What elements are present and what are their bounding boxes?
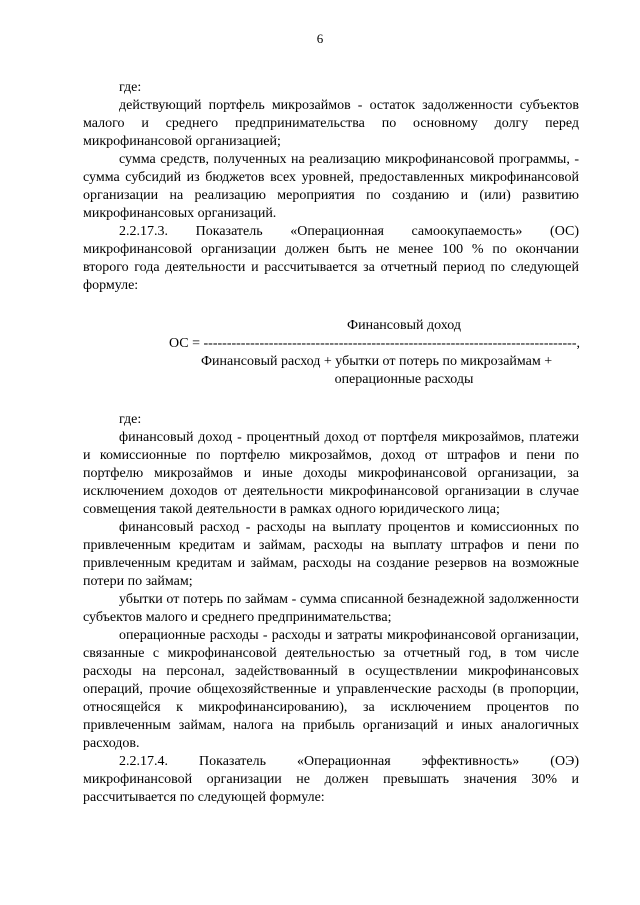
paragraph-2-2-17-3: 2.2.17.3. Показатель «Операционная самоокупаемость» (ОС) микрофинансовой организации должен быть не менее 100 % по окончании второго года деятельности и рассчитывается за отчетный период по следующей формуле: (83, 224, 579, 293)
paragraph-loan-losses: убытки от потерь по займам - сумма списанной безнадежной задолженности субъектов малого и среднего предпринимательства; (83, 592, 579, 625)
formula-lhs-fraction-line: ОС = --------------------------------------------------------------------------------, (169, 336, 580, 351)
paragraph-program-funds: сумма средств, полученных на реализацию микрофинансовой программы, - сумма субсидий из бюджетов всех уровней, предоставленных микрофинансовой организации на реализацию мероприятия по созданию и (или) развитию микрофинансовых организаций. (83, 152, 579, 221)
spacer (83, 389, 579, 411)
page-number: 6 (316, 31, 324, 46)
paragraph-active-portfolio: действующий портфель микрозаймов - остаток задолженности субъектов малого и среднего предпринимательства по основному долгу перед микрофинансовой организацией; (83, 98, 579, 149)
paragraph-financial-income: финансовый доход - процентный доход от портфеля микрозаймов, платежи и комиссионные по портфелю микрозаймов, доход от штрафов и пени по портфелю микрозаймов и иные доходы микрофинансовой организации, за исключением доходов от деятельности микрофинансовой организации в случае совмещения такой деятельности в рамках одного юридического лица; (83, 430, 579, 517)
formula-os (83, 317, 579, 389)
paragraph-where-2: где: (119, 412, 142, 427)
formula-numerator: Финансовый доход (347, 318, 461, 333)
paragraph-operating-expenses: операционные расходы - расходы и затраты микрофинансовой организации, связанные с микрофинансовой деятельностью за отчетный год, в том числе расходы на персонал, задействованный в осуществлении микрофинансовых операций, прочие общехозяйственные и управленческие расходы (в пропорции, относящейся к микрофинансированию), за исключением процентов по привлеченным займам, налога на прибыль организаций и иных аналогичных расходов. (83, 628, 579, 751)
formula-denominator-line-1: Финансовый расход + убытки от потерь по микрозаймам + (201, 354, 553, 369)
paragraph-2-2-17-4: 2.2.17.4. Показатель «Операционная эффективность» (ОЭ) микрофинансовой организации не должен превышать значения 30% и рассчитывается по следующей формуле: (83, 754, 579, 805)
paragraph-financial-expense: финансовый расход - расходы на выплату процентов и комиссионных по привлеченным кредитам и займам, расходы на выплату штрафов и пени по привлеченным кредитам и займам, расходы на создание резервов на возможные потери по займам; (83, 520, 579, 589)
formula-denominator-line-2: операционные расходы (334, 372, 474, 387)
paragraph-where-1: где: (119, 80, 142, 95)
document-body (83, 79, 579, 807)
